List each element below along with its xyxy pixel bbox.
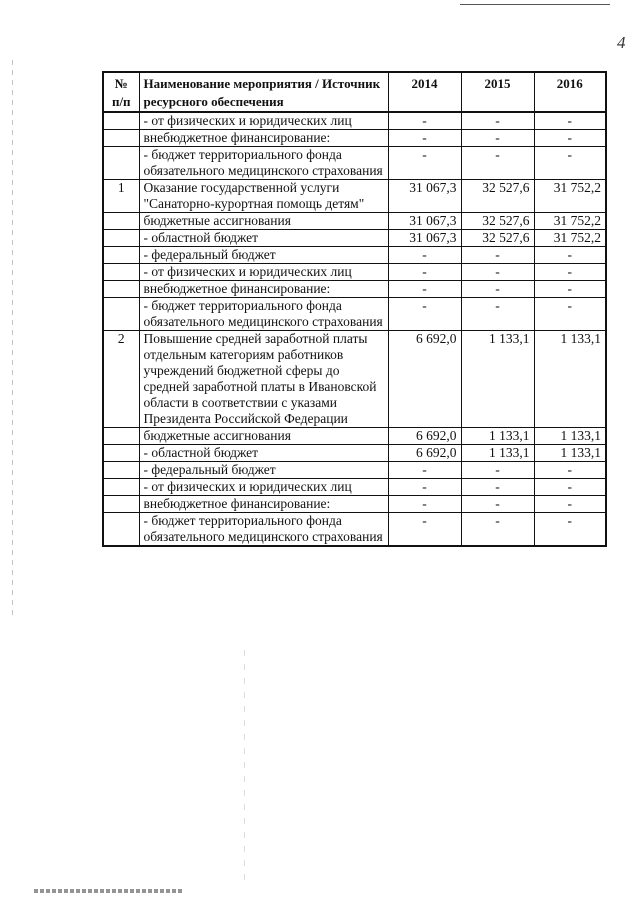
table-row	[103, 445, 606, 462]
row-value-2015: 1 133,1	[461, 331, 534, 428]
row-name: внебюджетное финансирование:	[139, 281, 388, 298]
row-value-2015: 1 133,1	[461, 445, 534, 462]
row-name: - бюджет территориального фонда обязательного медицинского страхования	[139, 147, 388, 180]
row-name: Повышение средней заработной платы отдельным категориям работников учреждений бюджетной сферы до средней заработной платы в Ивановской области в соответствии с указами Президента Российской Федерации	[139, 331, 388, 428]
page-number: 4	[617, 33, 626, 52]
row-value-2016: -	[534, 298, 606, 331]
row-name: - от физических и юридических лиц	[139, 264, 388, 281]
row-value-2014: -	[388, 112, 461, 130]
row-value-2015: -	[461, 513, 534, 547]
table-row	[103, 247, 606, 264]
row-value-2014: -	[388, 298, 461, 331]
row-value-2014: -	[388, 462, 461, 479]
table-row	[103, 428, 606, 445]
table-row	[103, 462, 606, 479]
row-name: Оказание государственной услуги "Санаторно-курортная помощь детям"	[139, 180, 388, 213]
scan-fold-artifact	[244, 650, 245, 880]
table-row	[103, 298, 606, 331]
table-header-row	[103, 72, 606, 112]
row-value-2015: -	[461, 130, 534, 147]
row-value-2016: 31 752,2	[534, 180, 606, 213]
table-row	[103, 147, 606, 180]
row-value-2015: -	[461, 298, 534, 331]
table-row	[103, 281, 606, 298]
row-value-2015: -	[461, 264, 534, 281]
row-name: внебюджетное финансирование:	[139, 130, 388, 147]
row-value-2015: -	[461, 247, 534, 264]
table-row	[103, 496, 606, 513]
row-name: - от физических и юридических лиц	[139, 112, 388, 130]
row-value-2014: 6 692,0	[388, 445, 461, 462]
row-num: 1	[103, 180, 139, 213]
row-name: внебюджетное финансирование:	[139, 496, 388, 513]
row-value-2014: 6 692,0	[388, 428, 461, 445]
table-row	[103, 130, 606, 147]
row-num	[103, 462, 139, 479]
row-num	[103, 428, 139, 445]
row-value-2016: 1 133,1	[534, 331, 606, 428]
row-value-2016: 31 752,2	[534, 213, 606, 230]
row-name: - федеральный бюджет	[139, 247, 388, 264]
row-value-2014: -	[388, 496, 461, 513]
table-row	[103, 112, 606, 130]
row-value-2015: -	[461, 147, 534, 180]
row-num	[103, 513, 139, 547]
table-row	[103, 479, 606, 496]
scan-bottom-artifact	[34, 889, 184, 893]
row-value-2015: -	[461, 479, 534, 496]
row-value-2016: -	[534, 496, 606, 513]
row-value-2015: -	[461, 496, 534, 513]
header-name: Наименование мероприятия / Источник ресурсного обеспечения	[139, 72, 388, 112]
row-value-2015: 32 527,6	[461, 213, 534, 230]
row-value-2016: -	[534, 462, 606, 479]
row-value-2014: 6 692,0	[388, 331, 461, 428]
header-num: № п/п	[103, 72, 139, 112]
table-row	[103, 213, 606, 230]
table-row	[103, 513, 606, 547]
row-value-2016: -	[534, 264, 606, 281]
row-value-2015: -	[461, 462, 534, 479]
top-rule-line	[460, 4, 610, 5]
row-name: - бюджет территориального фонда обязательного медицинского страхования	[139, 513, 388, 547]
table-row	[103, 331, 606, 428]
row-value-2014: 31 067,3	[388, 230, 461, 247]
row-value-2014: -	[388, 130, 461, 147]
header-2016: 2016	[534, 72, 606, 112]
table-body	[103, 112, 606, 546]
row-value-2014: -	[388, 147, 461, 180]
row-value-2016: -	[534, 247, 606, 264]
scan-margin-artifact	[12, 60, 13, 620]
row-name: - федеральный бюджет	[139, 462, 388, 479]
row-name: - от физических и юридических лиц	[139, 479, 388, 496]
budget-table	[102, 71, 607, 547]
row-value-2015: -	[461, 112, 534, 130]
row-value-2016: -	[534, 281, 606, 298]
table-row	[103, 230, 606, 247]
table-row	[103, 264, 606, 281]
row-value-2016: -	[534, 479, 606, 496]
row-num	[103, 445, 139, 462]
header-2015: 2015	[461, 72, 534, 112]
row-value-2016: 1 133,1	[534, 445, 606, 462]
table-row	[103, 180, 606, 213]
row-num	[103, 130, 139, 147]
row-num	[103, 496, 139, 513]
row-num	[103, 264, 139, 281]
row-value-2014: -	[388, 247, 461, 264]
header-2014: 2014	[388, 72, 461, 112]
row-value-2014: -	[388, 264, 461, 281]
row-num	[103, 230, 139, 247]
row-value-2015: -	[461, 281, 534, 298]
row-value-2014: -	[388, 281, 461, 298]
row-value-2016: -	[534, 147, 606, 180]
row-value-2016: -	[534, 112, 606, 130]
row-name: - бюджет территориального фонда обязательного медицинского страхования	[139, 298, 388, 331]
row-num	[103, 213, 139, 230]
row-num: 2	[103, 331, 139, 428]
row-value-2016: -	[534, 130, 606, 147]
row-num	[103, 479, 139, 496]
row-num	[103, 298, 139, 331]
row-name: бюджетные ассигнования	[139, 213, 388, 230]
row-value-2016: 1 133,1	[534, 428, 606, 445]
row-num	[103, 281, 139, 298]
row-value-2014: -	[388, 513, 461, 547]
row-num	[103, 112, 139, 130]
row-value-2014: 31 067,3	[388, 180, 461, 213]
row-num	[103, 247, 139, 264]
row-num	[103, 147, 139, 180]
row-value-2014: 31 067,3	[388, 213, 461, 230]
row-name: - областной бюджет	[139, 445, 388, 462]
row-name: - областной бюджет	[139, 230, 388, 247]
row-value-2014: -	[388, 479, 461, 496]
row-value-2016: 31 752,2	[534, 230, 606, 247]
row-value-2015: 32 527,6	[461, 180, 534, 213]
row-value-2015: 1 133,1	[461, 428, 534, 445]
row-value-2015: 32 527,6	[461, 230, 534, 247]
row-value-2016: -	[534, 513, 606, 547]
row-name: бюджетные ассигнования	[139, 428, 388, 445]
